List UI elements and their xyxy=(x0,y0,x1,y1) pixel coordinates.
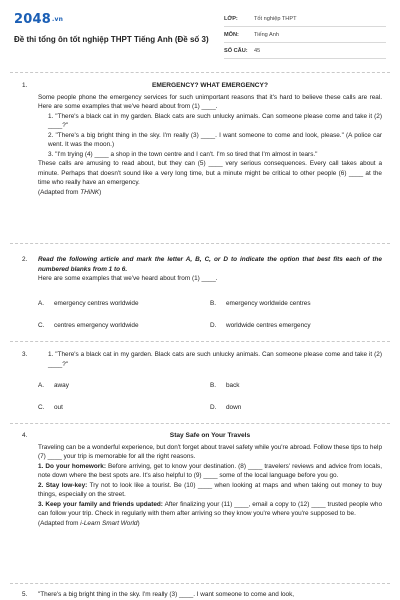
meta-subject-key: MÔN: xyxy=(224,32,239,38)
option-letter: D. xyxy=(210,404,217,411)
option-letter: A. xyxy=(38,382,45,389)
passage-title: Stay Safe on Your Travels xyxy=(169,432,251,439)
option-a[interactable] xyxy=(38,382,69,389)
site-logo[interactable] xyxy=(14,12,63,27)
passage-item-2: 2. "There's a big bright thing in the sky. I'm really (3) ____. I want someone to come and look, please." (A police car went. It was the moon.) xyxy=(48,131,382,148)
option-letter: B. xyxy=(210,300,217,307)
page-header xyxy=(0,0,400,70)
question-stem: Here are some examples that we've heard about from (1) ____. xyxy=(38,275,218,282)
divider xyxy=(10,583,390,584)
question-1-passage xyxy=(38,81,382,197)
question-2-number: 2. xyxy=(22,256,28,263)
exam-title: Đề thi tổng ôn tốt nghiệp THPT Tiếng Anh (Đề số 3) xyxy=(14,35,209,44)
divider xyxy=(10,341,390,342)
meta-count-key: SỐ CÂU: xyxy=(224,48,248,54)
meta-class-value: Tốt nghiệp THPT xyxy=(254,16,297,22)
question-4-passage xyxy=(38,431,382,528)
divider xyxy=(10,423,390,424)
question-1-number: 1. xyxy=(22,82,28,89)
question-stem: 1. "There's a black cat in my garden. Black cats are such unlucky animals. Can someone please come and take it (2) ____?" xyxy=(48,351,382,368)
option-text: emergency centres worldwide xyxy=(54,300,139,307)
logo-suffix: .vn xyxy=(51,16,64,23)
question-3-number: 3. xyxy=(22,351,28,358)
option-d[interactable] xyxy=(210,404,241,411)
option-c[interactable] xyxy=(38,404,63,411)
divider xyxy=(10,243,390,244)
passage-tip-3 xyxy=(38,500,382,519)
passage-title: EMERGENCY? WHAT EMERGENCY? xyxy=(151,82,268,89)
option-text: down xyxy=(226,404,242,411)
question-instruction: Read the following article and mark the letter A, B, C, or D to indicate the option that best fits each of the numbered blanks from 1 to 6. xyxy=(38,256,382,273)
option-letter: A. xyxy=(38,300,45,307)
option-letter: C. xyxy=(38,404,45,411)
option-letter: B. xyxy=(210,382,217,389)
option-c[interactable] xyxy=(38,322,139,329)
option-text: centres emergency worldwide xyxy=(54,322,139,329)
passage-intro: Traveling can be a wonderful experience, but don't forget about travel safety while you're abroad. Follow these tips to help (7) ____ your trip is memorable for all the right reasons. xyxy=(38,443,382,460)
question-2-body xyxy=(38,255,382,284)
tip-heading: 1. Do your homework: xyxy=(38,462,106,470)
source-title: i-Learn Smart World xyxy=(80,519,138,527)
tip-body: Before arriving, get to know your destination. (8) ____ travelers' reviews and advice from locals, note down where the best spots are. It's also helpful to (9) ____ some of the local language before you go. xyxy=(38,462,382,479)
option-letter: C. xyxy=(38,322,45,329)
question-4-number: 4. xyxy=(22,432,28,439)
passage-tip-2 xyxy=(38,481,382,500)
option-text: emergency worldwide centres xyxy=(226,300,311,307)
passage-tip-1 xyxy=(38,462,382,481)
option-b[interactable] xyxy=(210,382,240,389)
question-3-body xyxy=(38,350,382,369)
passage-source: (Adapted from i-Learn Smart World) xyxy=(38,519,140,527)
tip-body: Try not to look like a tourist. Be (10) ____ when looking at maps and when taking out money to buy things, especially on the street. xyxy=(38,481,382,498)
meta-subject-value: Tiếng Anh xyxy=(254,32,279,38)
option-a[interactable] xyxy=(38,300,139,307)
question-5-number: 5. xyxy=(22,591,28,598)
meta-count-row xyxy=(224,46,386,59)
option-text: away xyxy=(54,382,69,389)
option-d[interactable] xyxy=(210,322,311,329)
question-stem: "There's a big bright thing in the sky. I'm really (3) ____. I want someone to come and look, xyxy=(38,591,295,598)
meta-subject-row xyxy=(224,30,386,43)
passage-intro: Some people phone the emergency services for such unimportant reasons that it's hard to believe these calls are real. Here are some examples that we've heard about from (1) ____. xyxy=(38,93,382,110)
meta-class-key: LỚP: xyxy=(224,16,238,22)
option-text: out xyxy=(54,404,63,411)
meta-class-row xyxy=(224,14,386,27)
tip-heading: 2. Stay low-key: xyxy=(38,481,88,489)
passage-outro: These calls are amusing to read about, but they can (5) ____ very serious consequences. Every call takes about a minute. Perhaps that doesn't sound like a very long time, but a minute might be critical to other people (6) ____ at the time who really have an emergency. xyxy=(38,160,382,186)
question-5-body xyxy=(38,590,382,600)
source-title: THiNK xyxy=(80,188,100,196)
divider xyxy=(10,72,390,73)
logo-main: 2048 xyxy=(14,12,51,27)
tip-heading: 3. Keep your family and friends updated: xyxy=(38,500,163,508)
option-b[interactable] xyxy=(210,300,311,307)
option-text: back xyxy=(226,382,240,389)
meta-count-value: 45 xyxy=(254,48,261,54)
passage-item-1: 1. "There's a black cat in my garden. Black cats are such unlucky animals. Can someone please come and take it (2) ____?" xyxy=(48,112,382,129)
option-text: worldwide centres emergency xyxy=(226,322,311,329)
passage-item-3: 3. "I'm trying (4) ____ a shop in the town centre and I can't. I'm so tired that I'm almost in tears." xyxy=(48,150,318,158)
option-letter: D. xyxy=(210,322,217,329)
tip-body: After finalizing your (11) ____, email a copy to (12) ____ trusted people who can follow your trip. Check in regularly with them after arriving so they know you're where you're supposed to be. xyxy=(38,500,383,517)
passage-source: (Adapted from THiNK) xyxy=(38,188,102,196)
